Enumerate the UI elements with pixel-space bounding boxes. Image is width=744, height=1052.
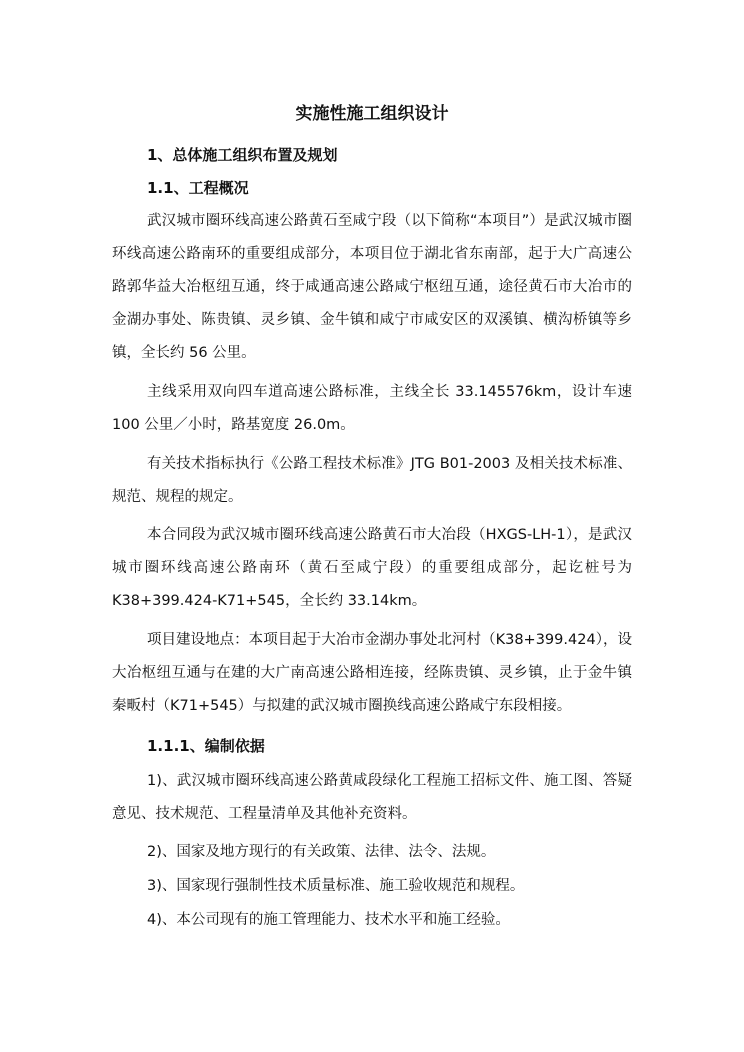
list-item	[112, 909, 632, 942]
text-line: K38+399.424-K71+545，全长约 33.14km。	[112, 593, 427, 609]
text-line: 3)、国家现行强制性技术质量标准、施工验收规范和规程。	[147, 878, 525, 894]
list-item	[112, 841, 632, 874]
text-line: 1)、武汉城市圈环线高速公路黄咸段绿化工程施工招标文件、施工图、答疑	[147, 773, 632, 789]
text-line: 规范、规程的规定。	[112, 489, 243, 505]
heading-1-1-1: 1.1.1、编制依据	[147, 737, 265, 755]
text-line: 大冶枢纽互通与在建的大广南高速公路相连接，经陈贵镇、灵乡镇，止于金牛镇	[112, 665, 632, 681]
paragraph	[112, 210, 632, 375]
heading-1-1: 1.1、工程概况	[147, 179, 249, 197]
list-item	[112, 770, 632, 836]
document-title: 实施性施工组织设计	[295, 104, 449, 124]
paragraph	[112, 629, 632, 728]
text-line: 有关技术指标执行《公路工程技术标准》JTG B01-2003 及相关技术标准、	[147, 456, 632, 472]
text-line: 路郭华益大冶枢纽互通，终于咸通高速公路咸宁枢纽互通，途径黄石市大冶市的	[112, 279, 632, 295]
text-line: 城市圈环线高速公路南环（黄石至咸宁段）的重要组成部分，起讫桩号为	[112, 560, 632, 576]
text-line: 4)、本公司现有的施工管理能力、技术水平和施工经验。	[147, 912, 510, 928]
paragraph	[112, 381, 632, 447]
paragraph	[112, 453, 632, 519]
text-line: 100 公里／小时，路基宽度 26.0m。	[112, 417, 355, 433]
text-line: 本合同段为武汉城市圈环线高速公路黄石市大冶段（HXGS-LH-1），是武汉	[147, 527, 632, 543]
heading-1: 1、总体施工组织布置及规划	[147, 146, 338, 164]
text-line: 项目建设地点：本项目起于大冶市金湖办事处北河村（K38+399.424），设	[147, 632, 632, 648]
list-item	[112, 875, 632, 908]
text-line: 主线采用双向四车道高速公路标准，主线全长 33.145576km，设计车速	[147, 384, 632, 400]
text-line: 秦畈村（K71+545）与拟建的武汉城市圈换线高速公路咸宁东段相接。	[112, 698, 572, 714]
text-line: 意见、技术规范、工程量清单及其他补充资料。	[112, 806, 417, 822]
text-line: 镇，全长约 56 公里。	[112, 345, 256, 361]
text-line: 环线高速公路南环的重要组成部分，本项目位于湖北省东南部，起于大广高速公	[112, 246, 632, 262]
text-line: 金湖办事处、陈贵镇、灵乡镇、金牛镇和咸宁市咸安区的双溪镇、横沟桥镇等乡	[112, 312, 632, 328]
paragraph	[112, 524, 632, 623]
text-line: 武汉城市圈环线高速公路黄石至咸宁段（以下简称“本项目”）是武汉城市圈	[147, 213, 632, 229]
text-line: 2)、国家及地方现行的有关政策、法律、法令、法规。	[147, 844, 496, 860]
